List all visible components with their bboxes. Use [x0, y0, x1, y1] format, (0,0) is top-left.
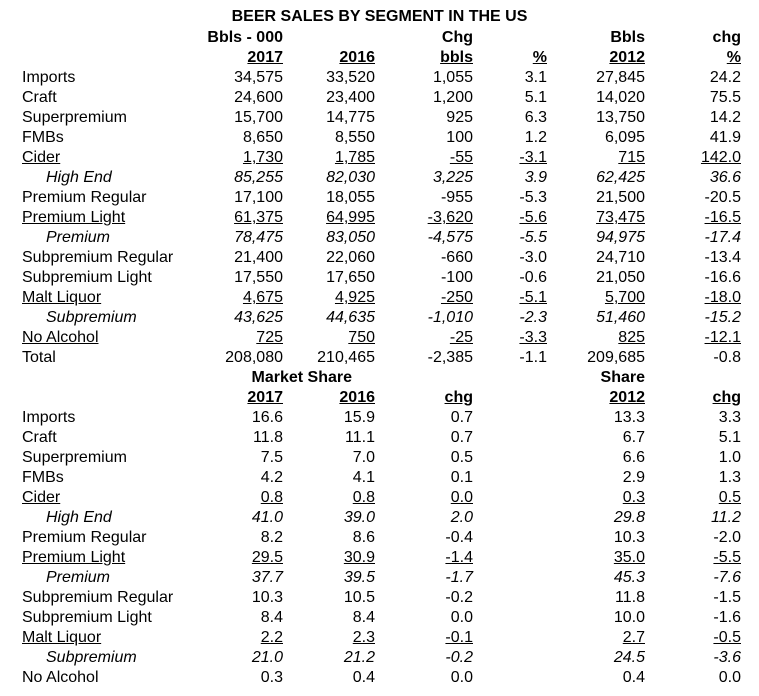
volume-header-top — [0, 28, 759, 48]
table-row — [0, 288, 759, 308]
table-row — [0, 448, 759, 468]
cell-2012: 62,425 — [596, 169, 645, 186]
cell-chg-bbls: -0.1 — [445, 629, 473, 646]
cell-2017: 7.5 — [260, 449, 283, 466]
cell-2017: 1,730 — [242, 149, 283, 166]
row-label: No Alcohol — [22, 329, 99, 346]
cell-chg-pct-2012: 11.2 — [711, 509, 741, 526]
row-label: Premium Light — [22, 549, 126, 566]
header-chg-pct-2012: chg — [712, 389, 741, 406]
cell-2017: 85,255 — [234, 169, 283, 186]
cell-2012: 21,500 — [596, 189, 645, 206]
cell-chg-pct-2012: -0.8 — [713, 349, 741, 366]
table-row — [0, 248, 759, 268]
cell-chg-pct: -3.3 — [519, 329, 547, 346]
cell-chg-bbls: -25 — [449, 329, 473, 346]
row-label: Subpremium Light — [22, 609, 152, 626]
row-label: Craft — [22, 89, 57, 106]
cell-chg-pct: -1.1 — [519, 349, 547, 366]
header-chg-pct-2012: % — [726, 49, 741, 66]
cell-2012: 35.0 — [613, 549, 645, 566]
cell-chg-bbls: 0.0 — [450, 489, 473, 506]
cell-2016: 8.6 — [352, 529, 375, 546]
cell-chg-bbls: -660 — [440, 249, 473, 266]
cell-chg-pct-2012: -1.6 — [713, 609, 741, 626]
cell-chg-bbls: 0.7 — [450, 409, 473, 426]
cell-2016: 17,650 — [326, 269, 375, 286]
cell-chg-pct-2012: -5.5 — [713, 549, 741, 566]
cell-2017: 21,400 — [234, 249, 283, 266]
row-label: Subpremium — [46, 309, 137, 326]
cell-2012: 209,685 — [587, 349, 645, 366]
cell-2012: 715 — [618, 149, 645, 166]
cell-chg-pct: 3.9 — [524, 169, 547, 186]
cell-2012: 13.3 — [613, 409, 645, 426]
cell-chg-bbls: 0.0 — [450, 609, 473, 626]
cell-2012: 5,700 — [604, 289, 645, 306]
cell-chg-pct-2012: 24.2 — [709, 69, 741, 86]
row-label: High End — [46, 509, 112, 526]
cell-chg-bbls: 925 — [446, 109, 473, 126]
cell-chg-bbls: -3,620 — [427, 209, 473, 226]
cell-chg-pct: -0.6 — [519, 269, 547, 286]
cell-chg-pct-2012: 36.6 — [709, 169, 741, 186]
cell-chg-bbls: 1,055 — [432, 69, 473, 86]
table-row — [0, 348, 759, 368]
cell-2012: 0.4 — [622, 669, 645, 686]
cell-2012: 21,050 — [596, 269, 645, 286]
cell-2012: 6.7 — [622, 429, 645, 446]
row-label: Cider — [22, 489, 61, 506]
table-row — [0, 268, 759, 288]
cell-2016: 8,550 — [334, 129, 375, 146]
table-row — [0, 628, 759, 648]
cell-2017: 8,650 — [242, 129, 283, 146]
cell-chg-pct: -5.1 — [519, 289, 547, 306]
cell-chg-pct: -3.1 — [519, 149, 547, 166]
cell-2017: 4,675 — [242, 289, 283, 306]
cell-chg-pct-2012: 5.1 — [718, 429, 741, 446]
cell-chg-pct-2012: -17.4 — [704, 229, 741, 246]
cell-2016: 4.1 — [352, 469, 375, 486]
cell-2012: 24,710 — [596, 249, 645, 266]
cell-chg-pct-2012: 75.5 — [709, 89, 741, 106]
cell-2016: 21.2 — [343, 649, 375, 666]
cell-2016: 64,995 — [326, 209, 375, 226]
row-label: Premium — [46, 569, 111, 586]
row-label: Imports — [22, 69, 76, 86]
cell-2012: 2.7 — [622, 629, 645, 646]
cell-2016: 8.4 — [352, 609, 375, 626]
cell-2016: 82,030 — [326, 169, 375, 186]
row-label: Premium Regular — [22, 189, 147, 206]
cell-chg-pct-2012: -7.6 — [713, 569, 741, 586]
cell-chg-bbls: 0.5 — [450, 449, 473, 466]
cell-chg-pct-2012: -20.5 — [704, 189, 741, 206]
cell-2012: 24.5 — [613, 649, 645, 666]
share-header: Share — [600, 369, 645, 386]
table-row — [0, 608, 759, 628]
row-label: Imports — [22, 409, 76, 426]
cell-chg-pct: 5.1 — [524, 89, 547, 106]
cell-2016: 44,635 — [326, 309, 375, 326]
cell-2016: 22,060 — [326, 249, 375, 266]
table-row — [0, 308, 759, 328]
volume-header-bottom — [0, 48, 759, 68]
cell-chg-pct-2012: -18.0 — [704, 289, 741, 306]
cell-2016: 10.5 — [343, 589, 375, 606]
cell-2012: 73,475 — [596, 209, 645, 226]
cell-chg-bbls: -0.4 — [445, 529, 473, 546]
cell-2012: 2.9 — [622, 469, 645, 486]
cell-chg-pct-2012: -13.4 — [704, 249, 741, 266]
row-label: Premium Regular — [22, 529, 147, 546]
table-row — [0, 528, 759, 548]
cell-2016: 210,465 — [317, 349, 375, 366]
table-row — [0, 508, 759, 528]
share-header-top — [0, 368, 759, 388]
row-label: Superpremium — [22, 109, 127, 126]
cell-chg-bbls: 0.0 — [450, 669, 473, 686]
cell-chg-bbls: -0.2 — [445, 649, 473, 666]
cell-chg-pct-2012: -3.6 — [713, 649, 741, 666]
cell-chg-pct: 1.2 — [524, 129, 547, 146]
cell-chg-pct-2012: 0.5 — [718, 489, 741, 506]
cell-2016: 0.8 — [352, 489, 375, 506]
cell-2017: 24,600 — [234, 89, 283, 106]
cell-chg-pct: -3.0 — [519, 249, 547, 266]
cell-chg-pct-2012: -16.6 — [704, 269, 741, 286]
cell-chg-pct-2012: -16.5 — [704, 209, 741, 226]
header-chg-pct-2012: chg — [712, 29, 741, 46]
header-2012: 2012 — [609, 389, 645, 406]
cell-2017: 15,700 — [234, 109, 283, 126]
cell-2016: 0.4 — [352, 669, 375, 686]
cell-chg-pct-2012: -0.5 — [713, 629, 741, 646]
row-label: Subpremium Light — [22, 269, 152, 286]
cell-chg-pct-2012: 3.3 — [718, 409, 741, 426]
cell-2017: 17,100 — [234, 189, 283, 206]
cell-2012: 6.6 — [622, 449, 645, 466]
cell-2016: 83,050 — [326, 229, 375, 246]
cell-2012: 13,750 — [596, 109, 645, 126]
row-label: Premium — [46, 229, 111, 246]
cell-2012: 27,845 — [596, 69, 645, 86]
cell-chg-pct: -5.6 — [519, 209, 547, 226]
table-row — [0, 88, 759, 108]
header-chg-bbls: chg — [444, 389, 473, 406]
cell-chg-bbls: 0.7 — [450, 429, 473, 446]
row-label: FMBs — [22, 469, 64, 486]
row-label: Subpremium Regular — [22, 589, 174, 606]
market-share-header: Market Share — [251, 369, 352, 386]
table-row — [0, 668, 759, 688]
cell-chg-pct-2012: 1.0 — [718, 449, 741, 466]
table-row — [0, 648, 759, 668]
cell-2017: 4.2 — [260, 469, 283, 486]
cell-2017: 41.0 — [251, 509, 283, 526]
table-row — [0, 568, 759, 588]
header-chg-pct: % — [532, 49, 547, 66]
cell-2016: 11.1 — [345, 429, 375, 446]
cell-2016: 23,400 — [326, 89, 375, 106]
table-row — [0, 228, 759, 248]
cell-chg-pct-2012: -2.0 — [713, 529, 741, 546]
cell-2016: 750 — [348, 329, 375, 346]
cell-2016: 2.3 — [352, 629, 375, 646]
cell-chg-bbls: -55 — [449, 149, 473, 166]
row-label: Subpremium Regular — [22, 249, 174, 266]
cell-2016: 39.0 — [343, 509, 375, 526]
row-label: Premium Light — [22, 209, 126, 226]
cell-2017: 16.6 — [251, 409, 283, 426]
header-chg-bbls: bbls — [440, 49, 473, 66]
header-2017: 2017 — [247, 389, 283, 406]
cell-chg-bbls: 2.0 — [450, 509, 473, 526]
cell-chg-bbls: -1.7 — [445, 569, 473, 586]
cell-2012: 10.3 — [613, 529, 645, 546]
cell-2016: 1,785 — [334, 149, 375, 166]
table-row — [0, 488, 759, 508]
table-row — [0, 168, 759, 188]
cell-2016: 7.0 — [352, 449, 375, 466]
share-header-bottom — [0, 388, 759, 408]
cell-chg-bbls: 100 — [446, 129, 473, 146]
row-label: Subpremium — [46, 649, 137, 666]
header-2012: 2012 — [609, 49, 645, 66]
row-label: No Alcohol — [22, 669, 99, 686]
cell-chg-pct-2012: 1.3 — [718, 469, 741, 486]
cell-chg-pct-2012: 41.9 — [709, 129, 741, 146]
table-row — [0, 148, 759, 168]
cell-2017: 208,080 — [225, 349, 283, 366]
cell-2016: 14,775 — [326, 109, 375, 126]
cell-2016: 4,925 — [334, 289, 375, 306]
cell-chg-pct: -5.3 — [519, 189, 547, 206]
cell-chg-pct-2012: 142.0 — [700, 149, 741, 166]
header-2012: Bbls — [610, 29, 645, 46]
row-label: High End — [46, 169, 112, 186]
cell-chg-pct-2012: -15.2 — [704, 309, 741, 326]
cell-2017: 17,550 — [234, 269, 283, 286]
cell-2012: 0.3 — [622, 489, 645, 506]
cell-chg-bbls: 0.1 — [450, 469, 473, 486]
cell-2012: 29.8 — [613, 509, 645, 526]
cell-2017: 34,575 — [234, 69, 283, 86]
cell-2016: 15.9 — [343, 409, 375, 426]
cell-2012: 45.3 — [613, 569, 645, 586]
header-chg-bbls: Chg — [441, 29, 473, 46]
cell-2017: 8.2 — [260, 529, 283, 546]
cell-2012: 11.8 — [615, 589, 645, 606]
cell-2017: 21.0 — [251, 649, 283, 666]
cell-chg-pct: -5.5 — [519, 229, 547, 246]
cell-chg-pct: 3.1 — [524, 69, 547, 86]
cell-chg-bbls: 3,225 — [432, 169, 473, 186]
cell-2017: 10.3 — [251, 589, 283, 606]
cell-2012: 6,095 — [604, 129, 645, 146]
cell-chg-pct-2012: -12.1 — [704, 329, 741, 346]
cell-2017: 78,475 — [234, 229, 283, 246]
cell-2012: 825 — [618, 329, 645, 346]
cell-chg-bbls: -0.2 — [445, 589, 473, 606]
cell-chg-bbls: -1.4 — [445, 549, 473, 566]
header-2016: 2016 — [339, 389, 375, 406]
cell-2016: 30.9 — [343, 549, 375, 566]
table-row — [0, 108, 759, 128]
row-label: Cider — [22, 149, 61, 166]
cell-chg-bbls: -1,010 — [427, 309, 473, 326]
cell-2012: 10.0 — [613, 609, 645, 626]
cell-chg-bbls: -250 — [440, 289, 473, 306]
cell-2016: 39.5 — [343, 569, 375, 586]
cell-chg-pct-2012: -1.5 — [713, 589, 741, 606]
table-row — [0, 68, 759, 88]
table-row — [0, 588, 759, 608]
cell-2017: 8.4 — [260, 609, 283, 626]
cell-2012: 14,020 — [596, 89, 645, 106]
cell-2012: 94,975 — [596, 229, 645, 246]
row-label: Superpremium — [22, 449, 127, 466]
cell-2017: 29.5 — [251, 549, 283, 566]
cell-chg-bbls: -2,385 — [427, 349, 473, 366]
cell-2017: 11.8 — [253, 429, 283, 446]
cell-chg-pct-2012: 0.0 — [718, 669, 741, 686]
header-2016: 2016 — [339, 49, 375, 66]
row-label: Malt Liquor — [22, 629, 102, 646]
row-label: Craft — [22, 429, 57, 446]
cell-2017: 43,625 — [234, 309, 283, 326]
cell-2017: 37.7 — [251, 569, 283, 586]
table-row — [0, 548, 759, 568]
cell-chg-pct: -2.3 — [519, 309, 547, 326]
table-row — [0, 428, 759, 448]
cell-2017: 0.8 — [260, 489, 283, 506]
cell-chg-bbls: 1,200 — [432, 89, 473, 106]
cell-chg-bbls: -100 — [440, 269, 473, 286]
table-row — [0, 328, 759, 348]
row-label: FMBs — [22, 129, 64, 146]
row-label: Malt Liquor — [22, 289, 102, 306]
cell-2017: 725 — [256, 329, 283, 346]
table-row — [0, 128, 759, 148]
cell-chg-pct: 6.3 — [524, 109, 547, 126]
cell-chg-bbls: -4,575 — [427, 229, 473, 246]
cell-chg-pct-2012: 14.2 — [709, 109, 741, 126]
row-label: Total — [22, 349, 56, 366]
cell-2012: 51,460 — [596, 309, 645, 326]
header-2017: Bbls - 000 — [207, 29, 283, 46]
cell-chg-bbls: -955 — [440, 189, 473, 206]
table-row — [0, 468, 759, 488]
cell-2016: 18,055 — [326, 189, 375, 206]
table-row — [0, 188, 759, 208]
table-title: BEER SALES BY SEGMENT IN THE US — [231, 8, 528, 25]
table-row — [0, 408, 759, 428]
cell-2016: 33,520 — [326, 69, 375, 86]
header-2017: 2017 — [247, 49, 283, 66]
table-row — [0, 208, 759, 228]
cell-2017: 0.3 — [260, 669, 283, 686]
cell-2017: 61,375 — [234, 209, 283, 226]
cell-2017: 2.2 — [260, 629, 283, 646]
